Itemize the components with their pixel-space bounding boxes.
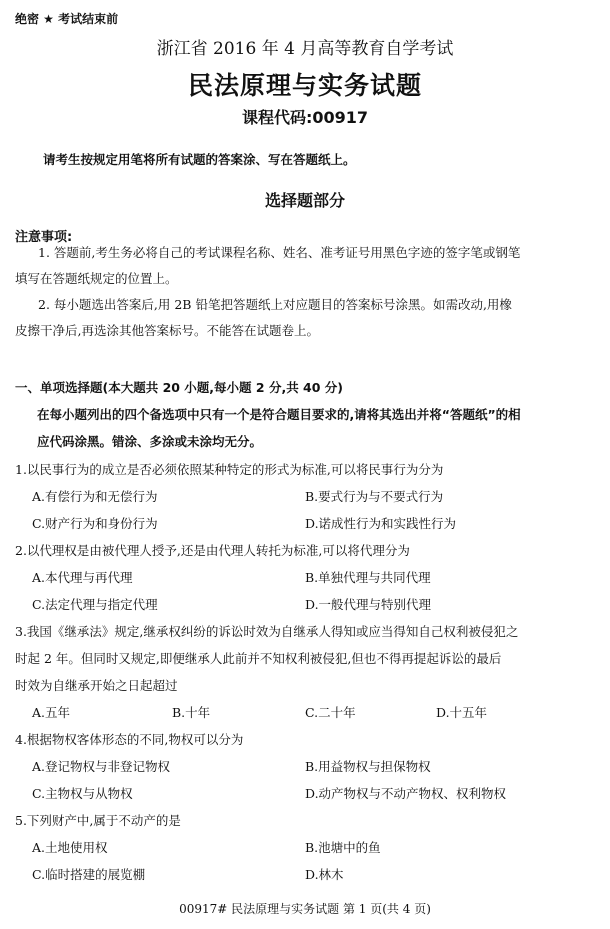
question-1-option-a: A.有偿行为和无偿行为	[32, 489, 158, 504]
question-5-stem: 5.下列财产中,属于不动产的是	[15, 813, 181, 828]
note-1-line-2: 填写在答题纸规定的位置上。	[15, 271, 178, 286]
course-code: 课程代码:00917	[241, 108, 369, 127]
question-3-stem-line-3: 时效为自继承开始之日起超过	[15, 678, 178, 693]
note-2-line-2: 皮擦干净后,再选涂其他答案标号。不能答在试题卷上。	[15, 323, 319, 338]
question-2-option-d: D.一般代理与特别代理	[305, 597, 432, 612]
question-2-option-c: C.法定代理与指定代理	[32, 597, 158, 612]
question-4-option-c: C.主物权与从物权	[32, 786, 133, 801]
question-2-stem: 2.以代理权是由被代理人授予,还是由代理人转托为标准,可以将代理分为	[15, 543, 410, 558]
question-5-option-c: C.临时搭建的展览棚	[32, 867, 146, 882]
section-title: 选择题部分	[264, 191, 345, 210]
question-1-option-b: B.要式行为与不要式行为	[305, 489, 444, 504]
part1-desc-line-1: 在每小题列出的四个备选项中只有一个是符合题目要求的,请将其选出并将“答题纸”的相	[37, 407, 521, 422]
question-3-option-d: D.十五年	[436, 705, 488, 720]
question-5-option-b: B.池塘中的鱼	[305, 840, 381, 855]
secret-mark: 绝密 ★ 考试结束前	[15, 12, 119, 26]
question-2-option-b: B.单独代理与共同代理	[305, 570, 431, 585]
question-4-option-b: B.用益物权与担保物权	[305, 759, 431, 774]
question-4-stem: 4.根据物权客体形态的不同,物权可以分为	[15, 732, 244, 747]
question-3-option-b: B.十年	[172, 705, 211, 720]
page-title: 民法原理与实务试题	[187, 71, 422, 100]
instruction: 请考生按规定用笔将所有试题的答案涂、写在答题纸上。	[43, 152, 356, 167]
question-1-option-d: D.诺成性行为和实践性行为	[305, 516, 457, 531]
notes-title: 注意事项:	[15, 230, 73, 245]
question-1-option-c: C.财产行为和身份行为	[32, 516, 158, 531]
note-2-line-1: 2. 每小题选出答案后,用 2B 铅笔把答题纸上对应题目的答案标号涂黑。如需改动,用橡	[38, 297, 512, 312]
part1-desc-line-2: 应代码涂黑。错涂、多涂或未涂均无分。	[37, 434, 263, 449]
question-2-option-a: A.本代理与再代理	[32, 570, 133, 585]
question-3-option-a: A.五年	[32, 705, 71, 720]
question-1-stem: 1.以民事行为的成立是否必须依照某种特定的形式为标准,可以将民事行为分为	[15, 462, 444, 477]
exam-line: 浙江省 2016 年 4 月高等教育自学考试	[156, 39, 454, 59]
question-4-option-d: D.动产物权与不动产物权、权利物权	[305, 786, 507, 801]
part1-heading: 一、单项选择题(本大题共 20 小题,每小题 2 分,共 40 分)	[15, 380, 344, 395]
question-4-option-a: A.登记物权与非登记物权	[32, 759, 171, 774]
note-1-line-1: 1. 答题前,考生务必将自己的考试课程名称、姓名、准考证号用黑色字迹的签字笔或钢笔	[38, 245, 521, 260]
question-5-option-a: A.土地使用权	[32, 840, 108, 855]
question-3-stem-line-2: 时起 2 年。但同时又规定,即便继承人此前并不知权利被侵犯,但也不得再提起诉讼的最后	[15, 651, 502, 666]
question-3-option-c: C.二十年	[305, 705, 356, 720]
question-5-option-d: D.林木	[305, 867, 344, 882]
question-3-stem-line-1: 3.我国《继承法》规定,继承权纠纷的诉讼时效为自继承人得知或应当得知自己权利被侵犯之	[15, 624, 519, 639]
page-footer: 00917# 民法原理与实务试题 第 1 页(共 4 页)	[179, 902, 431, 916]
